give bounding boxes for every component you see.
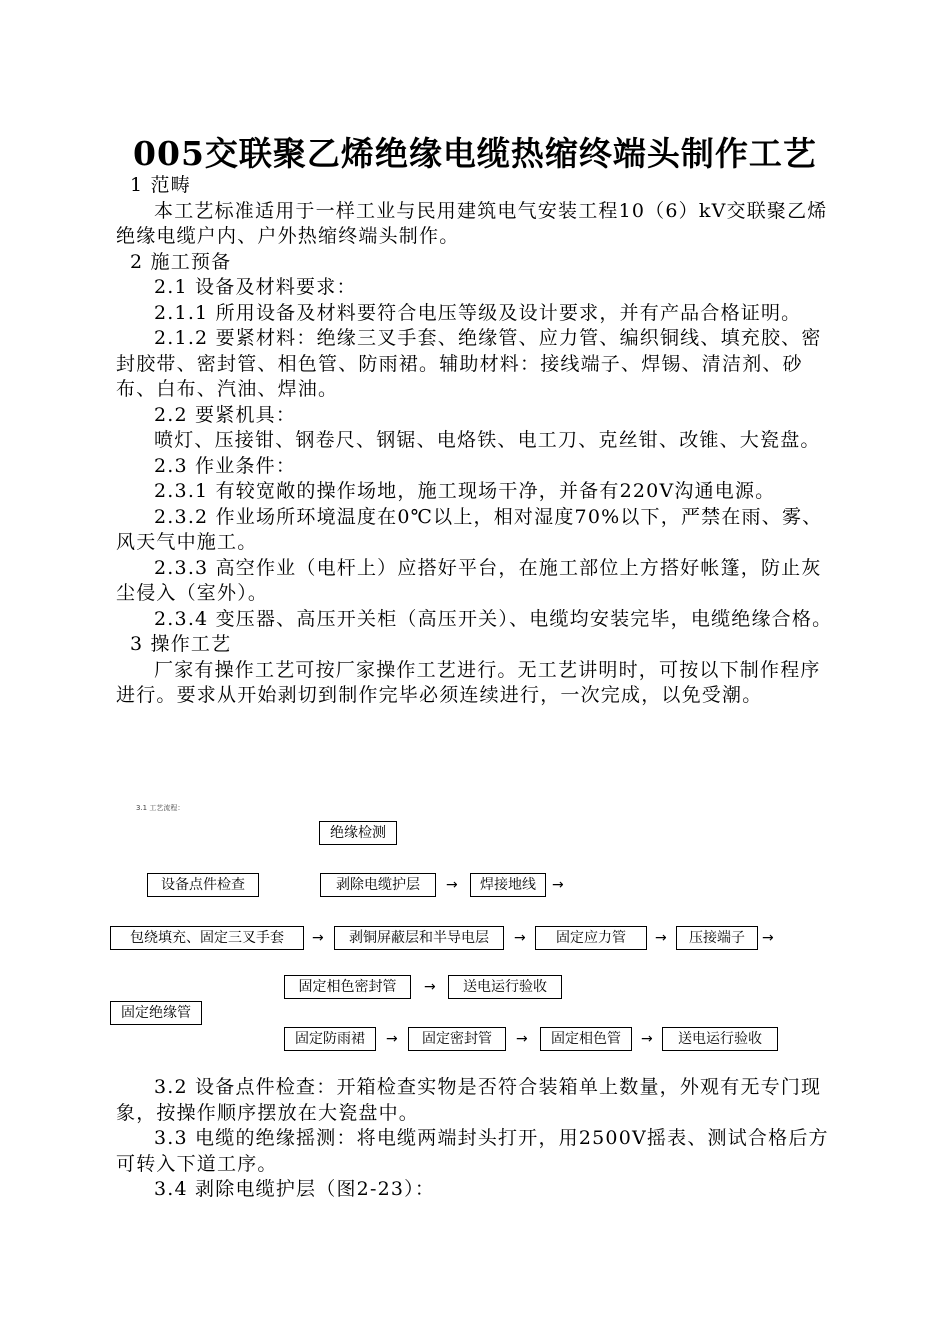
flow-box-strip-shield: 剥铜屏蔽层和半导电层	[334, 926, 504, 950]
paragraph-3-2: 3.2 设备点件检查：开箱检查实物是否符合装箱单上数量，外观有无专门现象，按操作顺序摆放在大瓷盘中。	[116, 1076, 822, 1124]
flow-box-energize-2: 送电运行验收	[662, 1027, 778, 1051]
paragraph-2-3-2: 2.3.2 作业场所环境温度在0℃以上，相对湿度70%以下，严禁在雨、雾、风天气中施工。	[116, 505, 823, 553]
flow-box-wrap-fill: 包绕填充、固定三叉手套	[110, 926, 304, 950]
flow-box-fix-stress: 固定应力管	[535, 926, 647, 950]
flow-box-crimp-lug: 压接端子	[676, 926, 758, 950]
flow-box-fix-seal-tube: 固定密封管	[408, 1027, 506, 1051]
section-heading-2: 2 施工预备	[130, 250, 232, 273]
flow-arrow: →	[516, 1031, 528, 1047]
paragraph-2-1-1: 2.1.1 所用设备及材料要符合电压等级及设计要求，并有产品合格证明。	[154, 301, 802, 324]
paragraph-3-3: 3.3 电缆的绝缘摇测：将电缆两端封头打开，用2500V摇表、测试合格后方可转入下道工序。	[116, 1127, 829, 1175]
flow-box-energize-1: 送电运行验收	[448, 975, 562, 999]
flow-box-fix-insulation-tube: 固定绝缘管	[110, 1001, 202, 1025]
paragraph-scope: 本工艺标准适用于一样工业与民用建筑电气安装工程10（6）kV交联聚乙烯绝缘电缆户内、户外热缩终端头制作。	[116, 199, 828, 247]
paragraph-2-2: 2.2 要紧机具：	[154, 403, 297, 426]
paragraph-3-4: 3.4 剥除电缆护层（图2-23）：	[154, 1178, 436, 1200]
document-body	[116, 173, 836, 709]
paragraph-2-3-3: 2.3.3 高空作业（电杆上）应搭好平台，在施工部位上方搭好帐篷，防止灰尘侵入（室外）。	[116, 556, 822, 604]
flow-arrow: →	[552, 877, 564, 893]
section-heading-3: 3 操作工艺	[130, 633, 232, 655]
flow-arrow: →	[424, 979, 436, 995]
flow-box-strip-sheath: 剥除电缆护层	[320, 873, 436, 897]
flow-box-fix-rain-skirt: 固定防雨裙	[284, 1027, 376, 1051]
flow-arrow: →	[446, 877, 458, 893]
flow-arrow: →	[762, 930, 774, 946]
flow-box-weld-ground: 焊接地线	[470, 873, 546, 897]
flow-box-fix-phase-seal: 固定相色密封管	[284, 975, 411, 999]
paragraph-2-1-2: 2.1.2 要紧材料：绝缘三叉手套、绝缘管、应力管、编织铜线、填充胶、密封胶带、密封管、相色管、防雨裙。辅助材料：接线端子、焊锡、清洁剂、砂布、白布、汽油、焊油。	[116, 327, 822, 400]
flow-arrow: →	[386, 1031, 398, 1047]
paragraph-process-intro: 厂家有操作工艺可按厂家操作工艺进行。无工艺讲明时，可按以下制作程序进行。要求从开始剥切到制作完毕必须连续进行，一次完成，以免受潮。	[116, 658, 821, 706]
paragraph-2-1: 2.1 设备及材料要求：	[154, 276, 357, 298]
paragraph-tools: 喷灯、压接钳、钢卷尺、钢锯、电烙铁、电工刀、克丝钳、改锥、大瓷盘。	[154, 429, 821, 451]
paragraph-2-3-1: 2.3.1 有较宽敞的操作场地，施工现场干净，并备有220V沟通电源。	[154, 480, 776, 502]
flow-box-insulation-test: 绝缘检测	[319, 821, 397, 845]
flow-box-fix-phase-tube: 固定相色管	[540, 1027, 632, 1051]
flow-arrow: →	[641, 1031, 653, 1047]
section-heading-1: 1 范畴	[130, 174, 191, 196]
paragraph-2-3: 2.3 作业条件：	[154, 454, 297, 477]
flow-arrow: →	[312, 930, 324, 946]
flow-box-equipment-check: 设备点件检查	[147, 873, 259, 897]
flow-arrow: →	[655, 930, 667, 946]
flow-caption: 3.1 工艺流程：	[136, 804, 185, 812]
document-title: 005交联聚乙烯绝缘电缆热缩终端头制作工艺	[133, 134, 817, 173]
document-body-continued	[116, 1075, 836, 1203]
paragraph-2-3-4: 2.3.4 变压器、高压开关柜（高压开关）、电缆均安装完毕，电缆绝缘合格。	[154, 607, 833, 630]
flow-arrow: →	[514, 930, 526, 946]
